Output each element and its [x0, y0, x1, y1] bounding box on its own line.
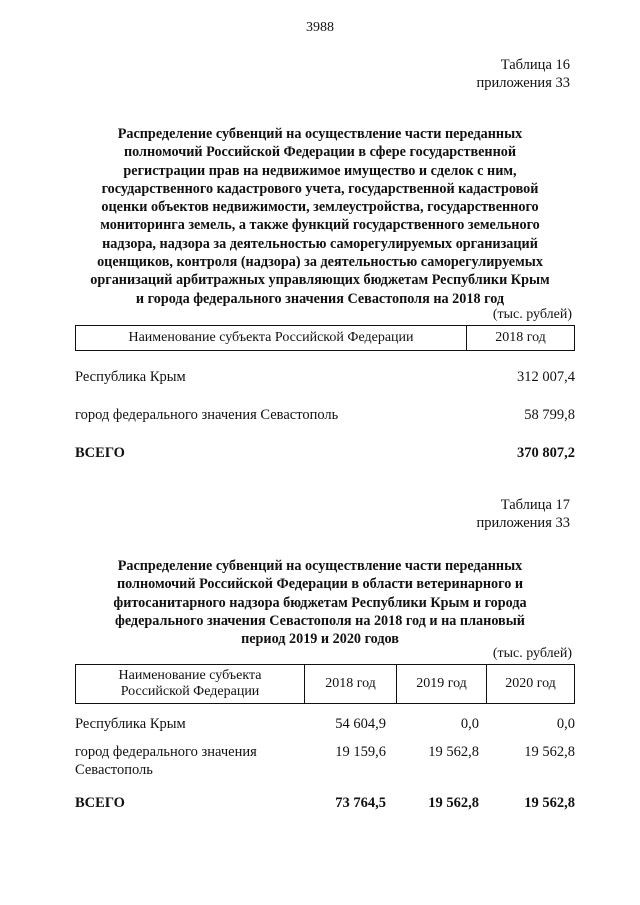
row-name: Республика Крым: [75, 716, 186, 732]
table16-title-line: оценщиков, контроля (надзора) за деятельностью саморегулируемых: [97, 254, 543, 271]
value-2019: 19 562,8: [428, 744, 479, 760]
row-name: Республика Крым: [75, 369, 186, 385]
total-2018: 370 807,2: [517, 445, 575, 461]
value-2018: 58 799,8: [524, 407, 575, 423]
table16-title-line: и города федерального значения Севастополя на 2018 год: [135, 290, 505, 307]
table17-header-2019: 2019 год: [396, 665, 486, 703]
value-2018: 19 159,6: [335, 744, 386, 760]
total-2020: 19 562,8: [524, 795, 575, 811]
table16-title-line: мониторинга земель, а также функций государственного земельного: [100, 217, 540, 234]
row-name-line: город федерального значения: [75, 744, 257, 760]
table16-label: [477, 56, 570, 92]
table17-title-line: федерального значения Севастополя на 2018 год и на плановый: [115, 612, 525, 629]
table17-header: [75, 664, 575, 704]
table16-title-line: полномочий Российской Федерации в сфере государственной: [123, 144, 517, 161]
table17-header-2020: 2020 год: [486, 665, 574, 703]
table17-total-row: [75, 794, 575, 814]
table16-title: [60, 125, 580, 308]
table16-units: (тыс. рублей): [492, 307, 572, 322]
table16-header: [75, 325, 575, 351]
value-2018: 54 604,9: [335, 716, 386, 732]
row-name-line: Севастополь: [75, 762, 153, 778]
header-name-line: Наименование субъекта: [118, 668, 262, 683]
table16-header-2018: 2018 год: [466, 326, 574, 350]
table-row: [75, 715, 575, 735]
value-2019: 0,0: [460, 716, 479, 732]
table17-units: (тыс. рублей): [492, 646, 572, 661]
table17-label-appendix: приложения 33: [476, 515, 570, 531]
table17-title-line: полномочий Российской Федерации в области ветеринарного и: [116, 576, 524, 593]
table17-label: [477, 496, 570, 532]
table16-title-line: оценки объектов недвижимости, землеустройства, государственного: [101, 199, 539, 216]
page-number: 3988: [306, 20, 334, 35]
table16-label-number: Таблица 16: [500, 57, 570, 73]
value-2018: 312 007,4: [517, 369, 575, 385]
total-label: ВСЕГО: [75, 795, 125, 811]
table16-title-line: Распределение субвенций на осуществление части переданных: [117, 126, 523, 142]
table16-title-line: организаций арбитражных управляющих бюджетам Республики Крым: [90, 272, 550, 289]
table16-total-row: [75, 444, 575, 464]
table16-title-line: регистрации прав на недвижимое имущество и сделок с ним,: [123, 162, 517, 179]
table-row: [75, 743, 575, 783]
table17-title-line: Распределение субвенций на осуществление части переданных: [117, 558, 523, 574]
table16-title-line: государственного кадастрового учета, государственной кадастровой: [101, 180, 539, 197]
table17-header-2018: 2018 год: [304, 665, 396, 703]
row-name: город федерального значения Севастополь: [75, 407, 339, 423]
table17-title-line: период 2019 и 2020 годов: [241, 631, 399, 648]
table17-title: [60, 557, 580, 648]
value-2020: 0,0: [556, 716, 575, 732]
table16-header-name: Наименование субъекта Российской Федерации: [128, 330, 414, 345]
table16-title-line: надзора, надзора за деятельностью саморегулируемых организаций: [102, 235, 538, 252]
header-name-line: Российской Федерации: [120, 684, 260, 699]
total-2019: 19 562,8: [428, 795, 479, 811]
table17-label-number: Таблица 17: [500, 497, 570, 513]
table17-header-name: [76, 665, 304, 703]
table-row: [75, 368, 575, 388]
row-name: [75, 743, 257, 779]
total-label: ВСЕГО: [75, 445, 125, 461]
table16-label-appendix: приложения 33: [476, 75, 570, 91]
total-2018: 73 764,5: [335, 795, 386, 811]
table-row: [75, 406, 575, 426]
table17-title-line: фитосанитарного надзора бюджетам Республики Крым и города: [113, 594, 527, 611]
value-2020: 19 562,8: [524, 744, 575, 760]
